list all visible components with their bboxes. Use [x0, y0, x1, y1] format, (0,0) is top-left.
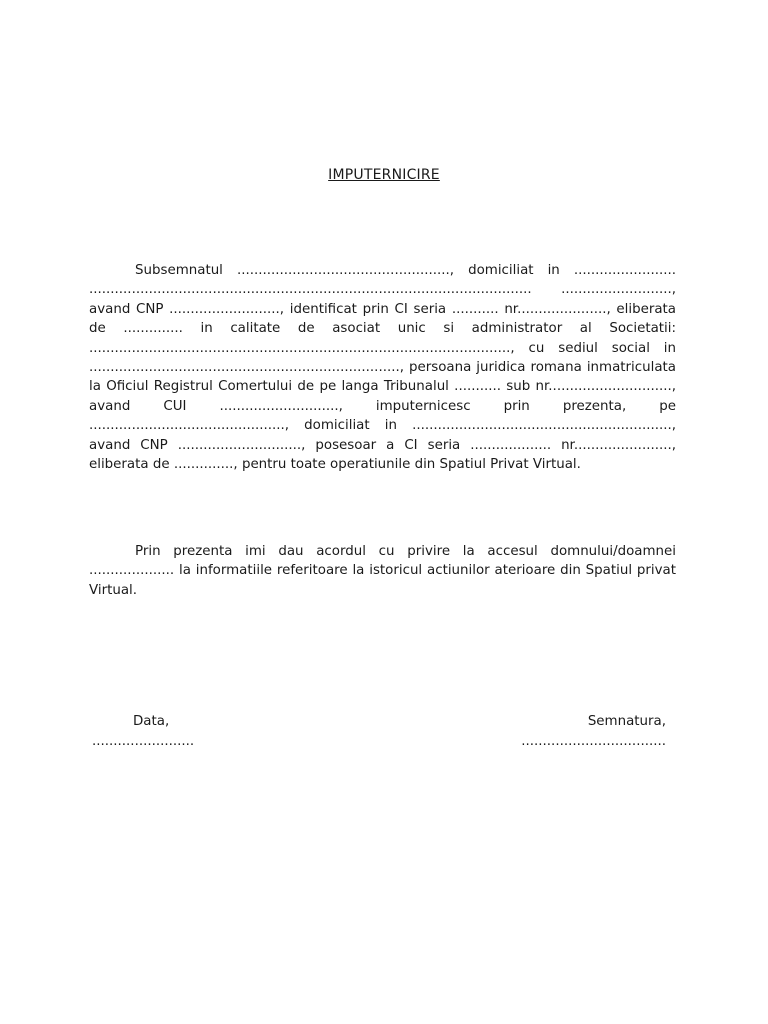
signature-label: Semnatura, — [587, 714, 666, 729]
document-title: IMPUTERNICIRE — [328, 167, 440, 183]
date-placeholder: ........................ — [92, 734, 195, 749]
date-label: Data, — [133, 714, 170, 729]
authorization-paragraph: Subsemnatul .................................................., domiciliat in ........................ ........................................................................................................ .........................., avand CNP .........................., identificat prin CI seria ........... nr....................., eliberata de .............. in calitate de asociat unic si administrator al Societatii: ..................................................................................................., cu sediul social in ........................................................................., persoana juridica romana inmatriculata la Oficiul Registrul Comertului de pe langa Tribunalul ........... sub nr............................., avand CUI ............................, imputernicesc prin prezenta, pe .............................................., domiciliat in ............................................................., avand CNP ............................., posesoar a CI seria ................... nr......................., eliberata de .............., pentru toate operatiunile din Spatiul Privat Virtual. — [89, 263, 676, 473]
signature-placeholder: .................................. — [521, 734, 666, 749]
consent-paragraph: Prin prezenta imi dau acordul cu privire la accesul domnului/doamnei .................... la informatiile referitoare la istoricul actiunilor aterioare din Spatiul privat Virtual. — [89, 544, 676, 598]
